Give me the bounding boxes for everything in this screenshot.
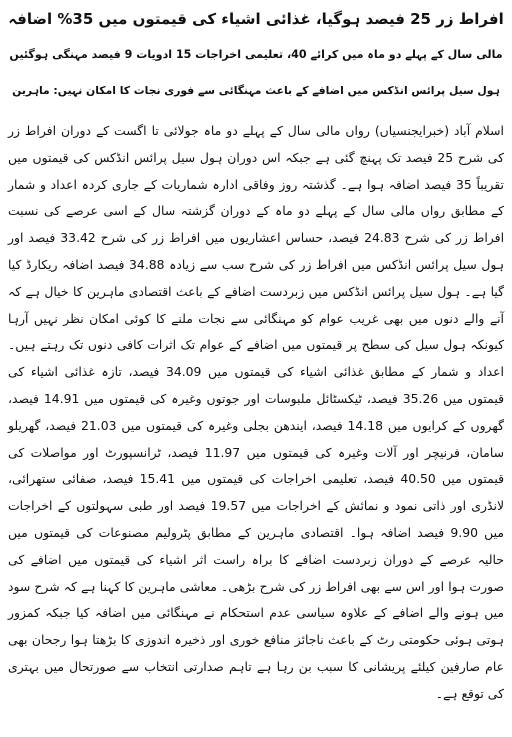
- headline-tertiary: ہول سیل پرائس انڈکس میں اضافے کے باعث مہنگائی سے فوری نجات کا امکان نہیں: ماہرین: [12, 84, 500, 97]
- headline-primary: افراط زر 25 فیصد ہوگیا، غذائی اشیاء کی قیمتوں میں 35% اضافہ: [8, 10, 504, 28]
- article-body: اسلام آباد (خبرایجنسیاں) رواں مالی سال کے پہلے دو ماہ جولائی تا اگست کے دوران افراط زر کی شرح 25 فیصد تک پہنچ گئی ہے جبکہ اس دوران ہول سیل پرائس انڈکس کی قیمتوں میں تقریباً 35 فیصد اضافہ ہوا ہے۔ گذشتہ روز وفاقی ادارہ شماریات کے جاری کردہ اعداد و شمار کے مطابق رواں مالی سال کے پہلے دو ماہ کے دوران گزشتہ سال کے اسی عرصے کی نسبت افراط زر کی شرح 24.83 فیصد، حساس اعشاریوں میں افراط زر کی شرح 33.42 فیصد اور ہول سیل پرائس انڈکس میں افراط زر کی شرح سب سے زیادہ 34.88 فیصد اضافہ ریکارڈ کیا گیا ہے۔ ہول سیل پرائس انڈکس میں زبردست اضافے کے باعث اقتصادی ماہرین کا خیال ہے کہ آنے والے دنوں میں بھی غریب عوام کو مہنگائی سے نجات ملنے کا کوئی امکان نظر نہیں آرہا کیونکہ ہول سیل کی سطح پر قیمتوں میں اضافے کے عوام تک اثرات کافی دنوں تک رہتے ہیں۔ اعداد و شمار کے مطابق غذائی اشیاء کی قیمتوں میں 34.09 فیصد، تازہ غذائی اشیاء کی قیمتوں میں 35.26 فیصد، ٹیکسٹائل ملبوسات اور جوتوں وغیرہ کی قیمتوں میں 14.91 فیصد، گھروں کے کرایوں میں 14.18 فیصد، ایندھن بجلی وغیرہ کی قیمتوں میں 21.03 فیصد، گھریلو سامان، فرنیچر اور آلات وغیرہ کی قیمتوں میں 11.97 فیصد، ٹرانسپورٹ اور مواصلات کی قیمتوں میں 40.50 فیصد، تعلیمی اخراجات کی قیمتوں میں 15.41 فیصد، صفائی ستھرائی، لانڈری اور ذاتی نمود و نمائش کے اخراجات میں 19.57 فیصد اور طبی سہولتوں کے اخراجات میں 9.90 فیصد اضافہ ہوا۔ اقتصادی ماہرین کے مطابق پٹرولیم مصنوعات کی قیمتوں میں حالیہ عرصے کے دوران زبردست اضافے کا براہ راست اثر اشیاء کی قیمتوں میں اضافے کی صورت ہوا اور اس سے بھی افراط زر کی شرح بڑھی۔ معاشی ماہرین کا کہنا ہے کہ شرح سود میں ہونے والے اضافے کے علاوہ سیاسی عدم استحکام نے مہنگائی میں اضافہ کیا جبکہ کمزور ہوتی ہوئی حکومتی رٹ کے باعث ناجائز منافع خوری اور ذخیرہ اندوزی کا بڑھتا ہوا رجحان بھی عام صارفین کیلئے پریشانی کا سبب بن رہا ہے تاہم صدارتی انتخاب سے صورتحال میں بہتری کی توقع ہے۔: [8, 123, 505, 701]
- headline-secondary: مالی سال کے پہلے دو ماہ میں کرائے 40، تعلیمی اخراجات 15 ادویات 9 فیصد مہنگی ہوگئیں: [9, 48, 503, 61]
